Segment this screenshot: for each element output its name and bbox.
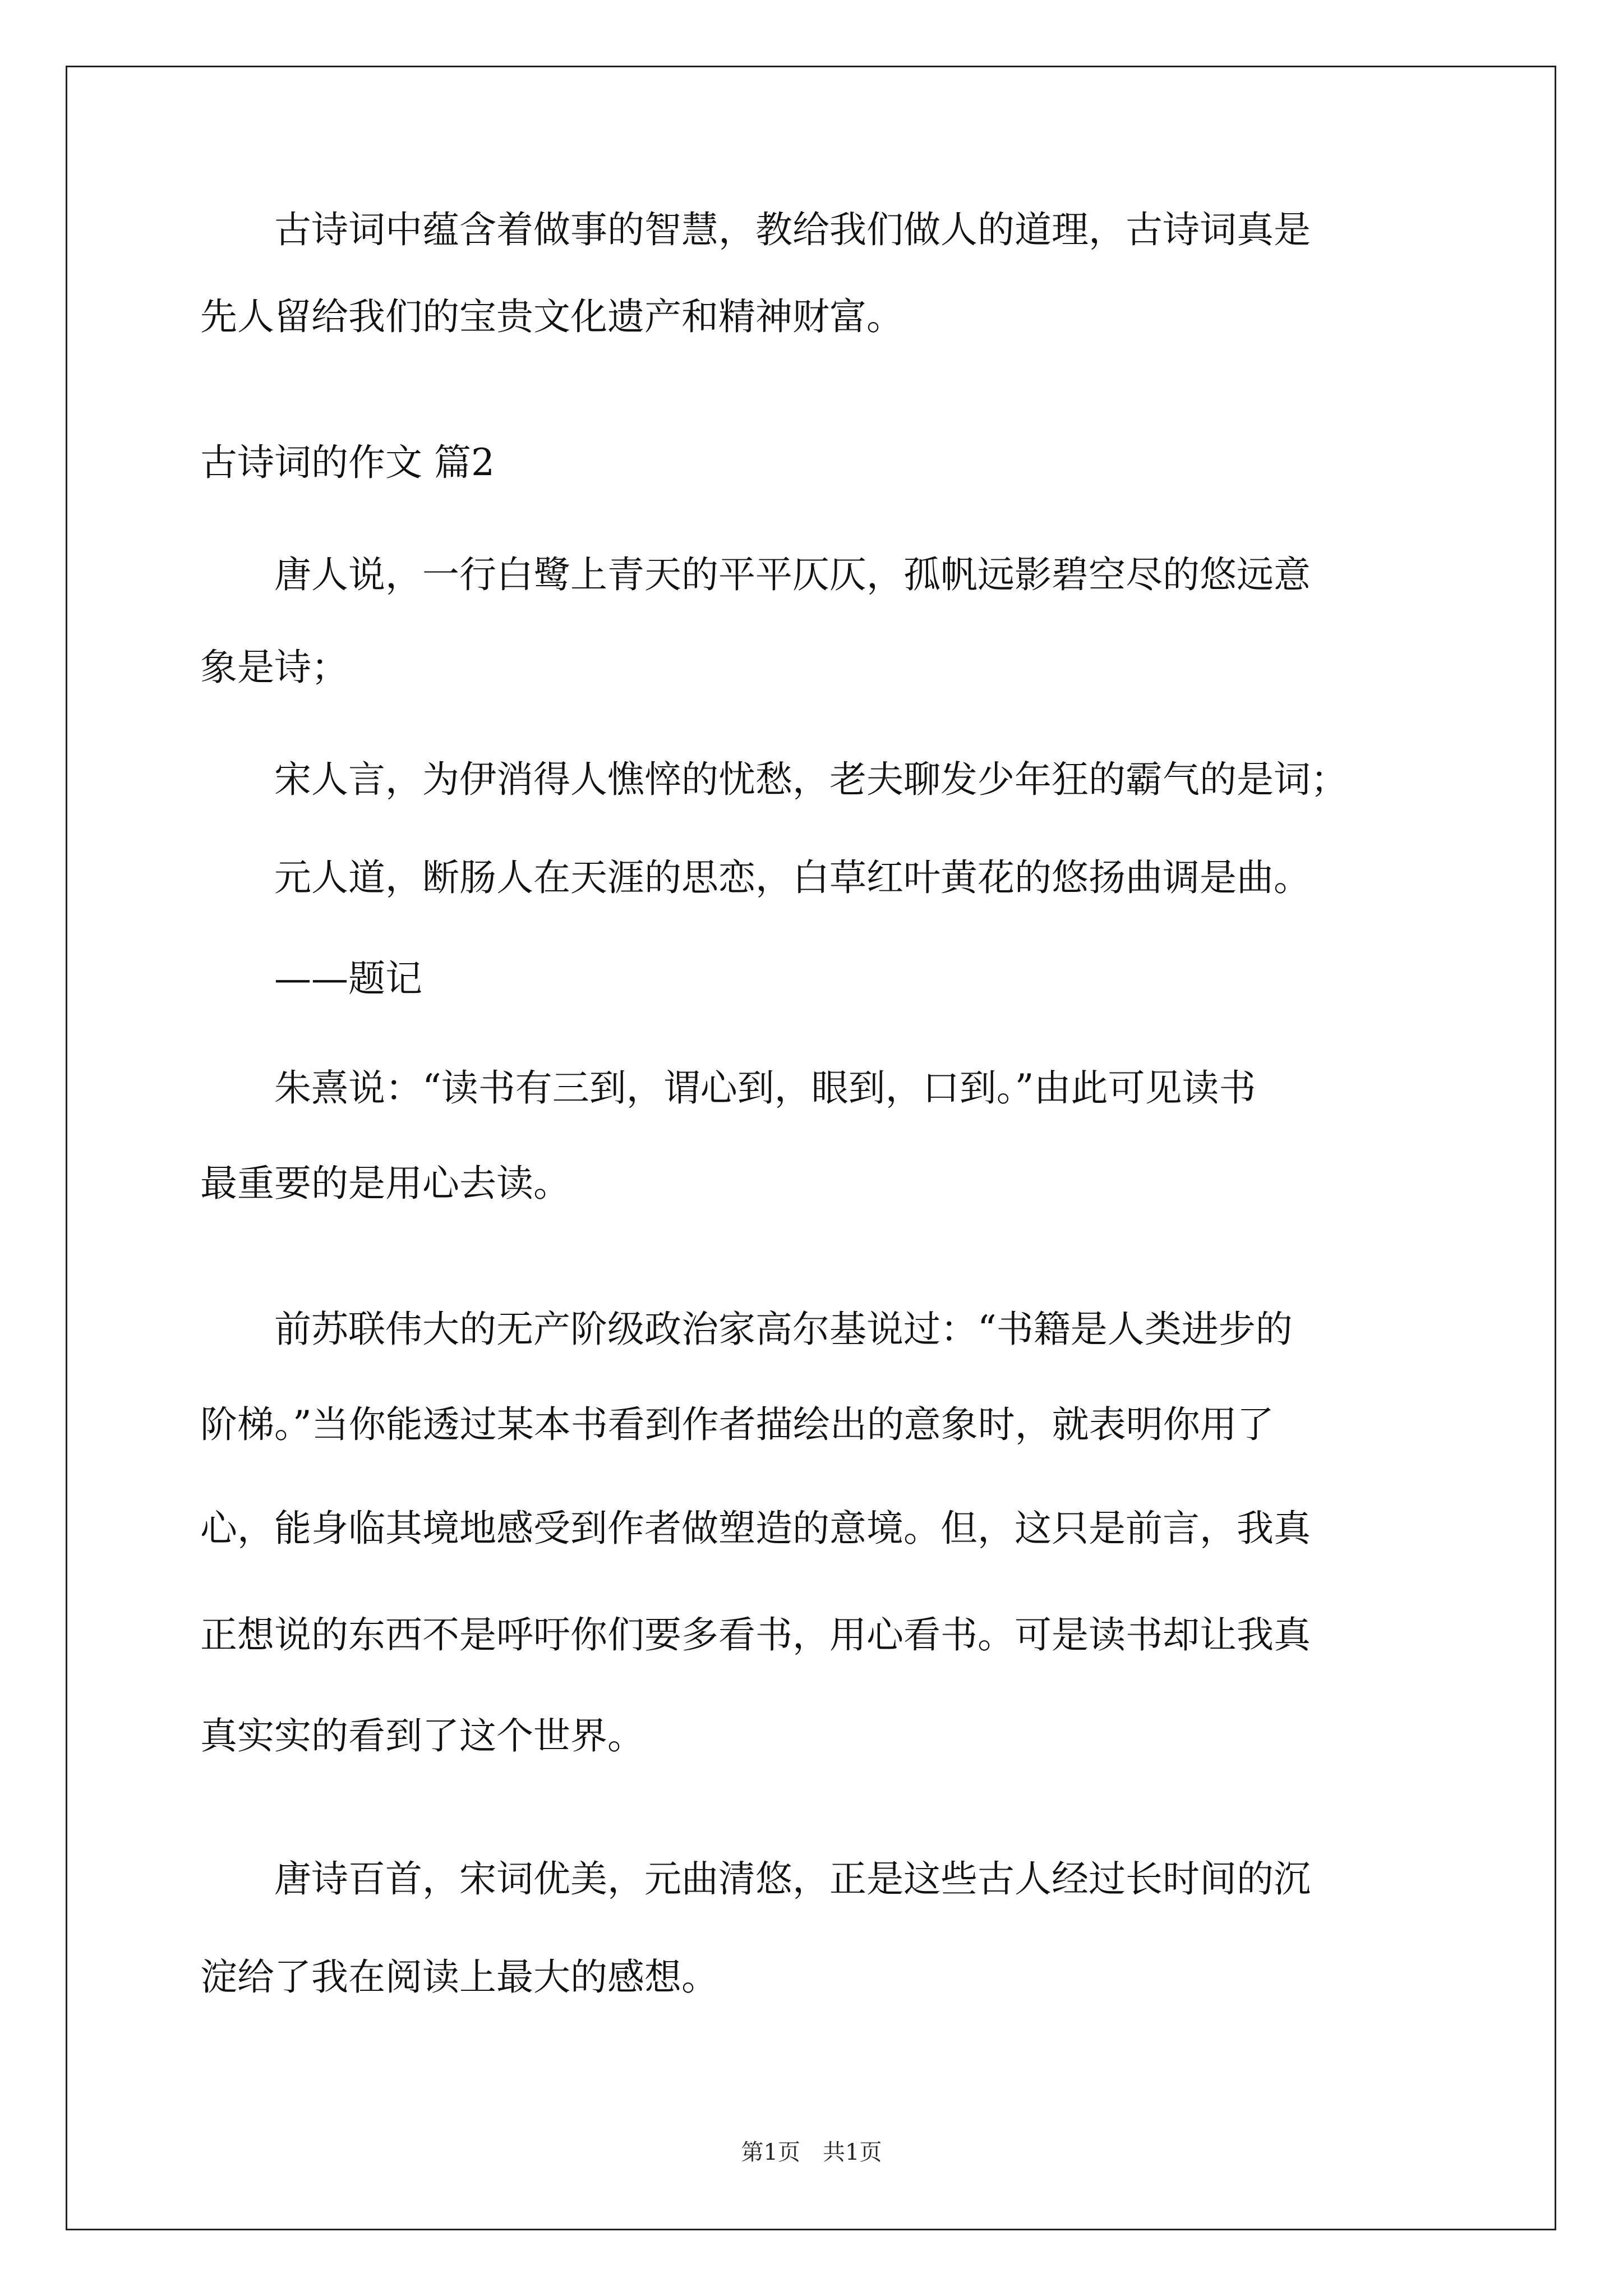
inscription-line: ——题记 [200,957,422,1000]
page-border [66,66,1556,2230]
text-line: 先人留给我们的宝贵文化遗产和精神财富。 [200,295,903,338]
text-line: 心，能身临其境地感受到作者做塑造的意境。但，这只是前言，我真 [200,1507,1311,1550]
text-line: 元人道，断肠人在天涯的思恋，白草红叶黄花的悠扬曲调是曲。 [200,856,1311,899]
text-line: 阶梯。”当你能透过某本书看到作者描绘出的意象时，就表明你用了 [200,1403,1274,1446]
text-line: 象是诗； [200,646,348,689]
text-line: 真实实的看到了这个世界。 [200,1714,644,1757]
text-line: 古诗词中蕴含着做事的智慧，教给我们做人的道理，古诗词真是 [200,208,1311,251]
text-line: 前苏联伟大的无产阶级政治家高尔基说过：“书籍是人类进步的 [200,1308,1293,1351]
text-line: 淀给了我在阅读上最大的感想。 [200,1955,718,1999]
text-line: 朱熹说：“读书有三到，谓心到，眼到，口到。”由此可见读书 [200,1066,1256,1110]
section-heading: 古诗词的作文 篇2 [200,441,495,484]
text-line: 宋人言，为伊消得人憔悴的忧愁，老夫聊发少年狂的霸气的是词； [200,758,1348,801]
text-line: 正想说的东西不是呼吁你们要多看书，用心看书。可是读书却让我真 [200,1613,1311,1657]
text-line: 最重要的是用心去读。 [200,1162,570,1205]
text-line: 唐诗百首，宋词优美，元曲清悠，正是这些古人经过长时间的沉 [200,1857,1311,1901]
page-number-footer: 第1页 共1页 [741,2139,882,2165]
text-line: 唐人说，一行白鹭上青天的平平仄仄，孤帆远影碧空尽的悠远意 [200,553,1311,596]
